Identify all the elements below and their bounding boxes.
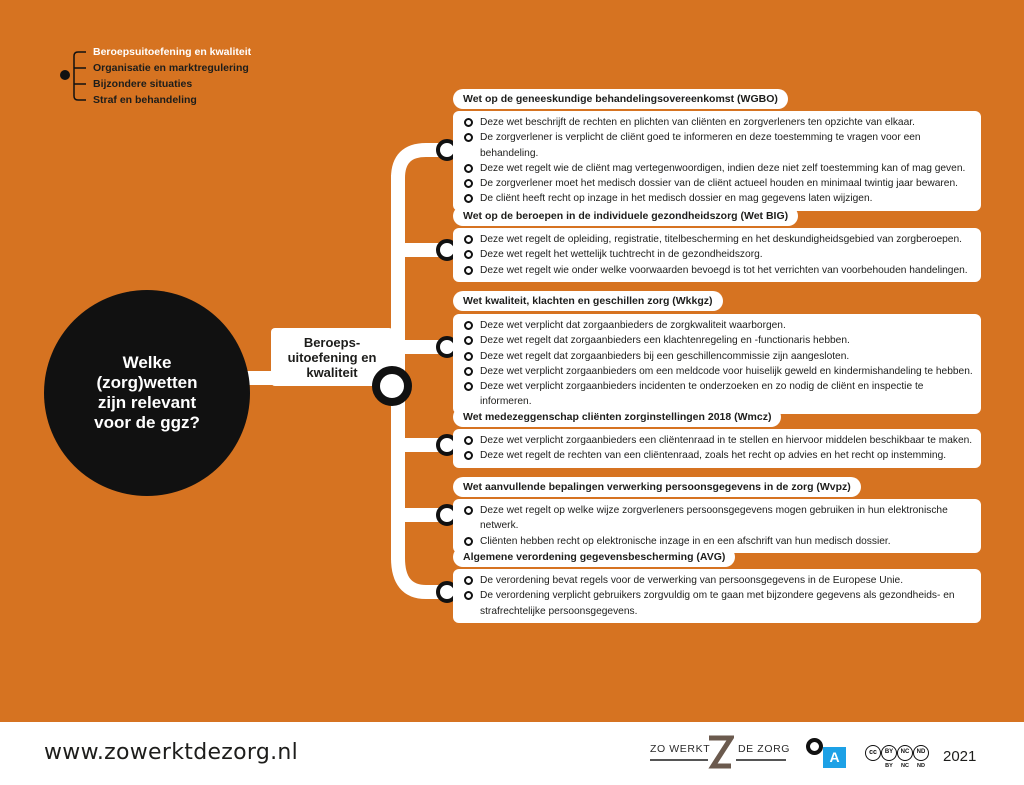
zo-werkt-de-zorg-logo (650, 735, 791, 771)
footer-url-link[interactable]: www.zowerktdezorg.nl (44, 740, 299, 765)
law-item: De verordening bevat regels voor de verwerking van persoonsgegevens in de Europese Unie. (464, 573, 973, 588)
law-title-big: Wet op de beroepen in de individuele gezondheidszorg (Wet BIG) (453, 206, 798, 226)
legend-item-bijzondere-situaties[interactable]: Bijzondere situaties (93, 78, 193, 90)
law-item: De zorgverlener is verplicht de cliënt goed te informeren en deze toestemming te vragen voor een behandeling. (464, 130, 973, 161)
law-item: Deze wet regelt dat zorgaanbieders een klachtenregeling en -functionaris hebben. (464, 333, 973, 348)
law-card-wgbo (453, 111, 981, 211)
law-item: Deze wet regelt de rechten van een cliëntenraad, zoals het recht op advies en het recht op instemming. (464, 448, 973, 463)
cc-nc-icon: NC (897, 745, 913, 761)
logo-text-left: ZO WERKT (650, 743, 711, 755)
open-access-logo (806, 738, 846, 768)
legend (60, 44, 260, 108)
topic-label: Beroeps-uitoefening en kwaliteit (287, 334, 377, 380)
central-question-circle (44, 290, 250, 496)
law-item: Deze wet verplicht zorgaanbieders een cliëntenraad in te stellen en hiervoor middelen beschikbaar te maken. (464, 433, 973, 448)
law-item: Deze wet regelt wie onder welke voorwaarden bevoegd is tot het verrichten van voorbehouden handelingen. (464, 263, 973, 278)
law-card-big (453, 228, 981, 282)
law-title-avg: Algemene verordening gegevensbescherming (AVG) (453, 547, 735, 567)
law-item: Deze wet verplicht zorgaanbieders om een meldcode voor huiselijk geweld en kindermishandeling te hebben. (464, 364, 973, 379)
law-item: Deze wet beschrijft de rechten en plichten van cliënten en zorgverleners ten opzichte van elkaar. (464, 115, 973, 130)
footer-year: 2021 (943, 748, 977, 765)
law-title-wgbo: Wet op de geneeskundige behandelingsovereenkomst (WGBO) (453, 89, 788, 109)
law-card-avg (453, 569, 981, 623)
legend-item-organisatie[interactable]: Organisatie en marktregulering (93, 62, 249, 74)
legend-active-dot (60, 70, 70, 80)
law-item: Deze wet regelt de opleiding, registratie, titelbescherming en het deskundigheidsgebied van zorgberoepen. (464, 232, 973, 247)
cc-nd-label: ND (917, 763, 925, 769)
law-item: Deze wet verplicht zorgaanbieders incidenten te onderzoeken en zo nodig de cliënt en inspectie te informeren. (464, 379, 973, 410)
open-access-ring-icon (806, 738, 823, 755)
law-card-wmcz (453, 429, 981, 468)
law-item: Deze wet regelt het wettelijk tuchtrecht in de gezondheidszorg. (464, 247, 973, 262)
central-question-text: Welke (zorg)wetten zijn relevant voor de ggz? (94, 353, 200, 432)
law-card-wkkgz (453, 314, 981, 414)
logo-text-right: DE ZORG (738, 743, 791, 755)
law-item: De zorgverlener moet het medisch dossier van de cliënt actueel houden en minimaal twintig jaar bewaren. (464, 176, 973, 191)
law-title-wkkgz: Wet kwaliteit, klachten en geschillen zorg (Wkkgz) (453, 291, 723, 311)
cc-nc-label: NC (901, 763, 909, 769)
open-access-letter: A (823, 747, 846, 768)
law-item: Deze wet regelt wie de cliënt mag vertegenwoordigen, indien deze niet zelf toestemming kan of mag geven. (464, 161, 973, 176)
logo-z-icon (704, 735, 734, 771)
law-title-wvpz: Wet aanvullende bepalingen verwerking persoonsgegevens in de zorg (Wvpz) (453, 477, 861, 497)
law-card-wvpz (453, 499, 981, 553)
law-item: Deze wet regelt dat zorgaanbieders bij een geschillencommissie zijn aangesloten. (464, 349, 973, 364)
hub-ring (372, 366, 412, 406)
law-item: Cliënten hebben recht op elektronische inzage in en een afschrift van hun medisch dossier. (464, 534, 973, 549)
law-item: Deze wet verplicht dat zorgaanbieders de zorgkwaliteit waarborgen. (464, 318, 973, 333)
cc-by-icon: BY (881, 745, 897, 761)
cc-by-label: BY (885, 763, 893, 769)
cc-license-badge[interactable] (865, 745, 929, 773)
legend-item-beroepsuitoefening[interactable]: Beroepsuitoefening en kwaliteit (93, 46, 252, 58)
cc-icon: cc (865, 745, 881, 761)
law-item: De cliënt heeft recht op inzage in het medisch dossier en mag gegevens laten wijzigen. (464, 191, 973, 206)
law-item: De verordening verplicht gebruikers zorgvuldig om te gaan met bijzondere gegevens als gezondheids- en strafrechtelijke persoonsgegevens. (464, 588, 973, 619)
law-title-wmcz: Wet medezeggenschap cliënten zorginstellingen 2018 (Wmcz) (453, 407, 781, 427)
cc-nd-icon: ND (913, 745, 929, 761)
legend-item-straf[interactable]: Straf en behandeling (93, 94, 197, 106)
law-item: Deze wet regelt op welke wijze zorgverleners persoonsgegevens mogen gebruiken in hun elektronische netwerk. (464, 503, 973, 534)
